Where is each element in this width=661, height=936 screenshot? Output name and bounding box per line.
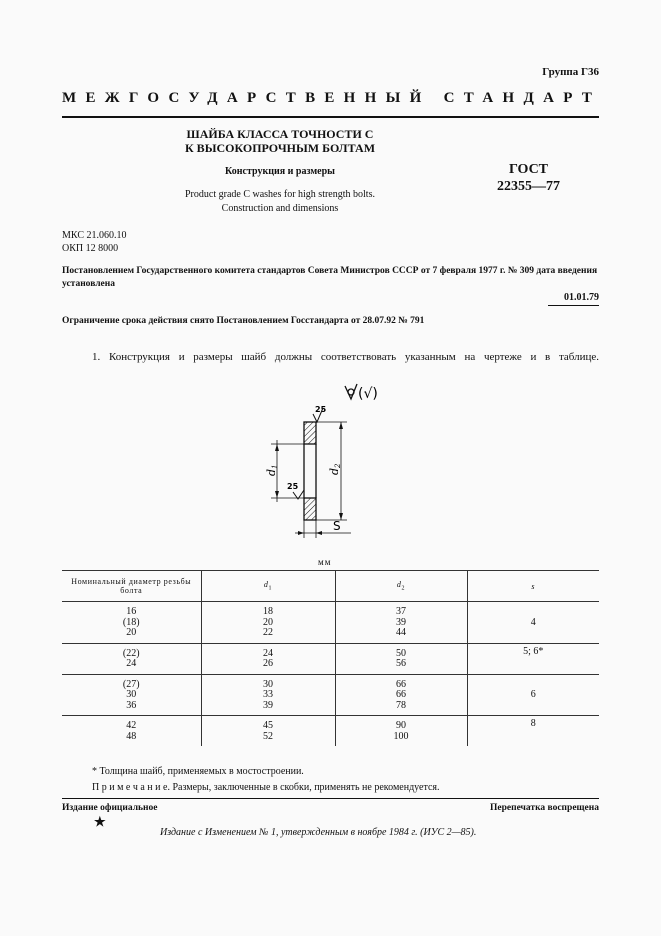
cell-diameter	[62, 716, 201, 747]
s-dimension	[295, 519, 351, 538]
value: 45	[263, 720, 273, 731]
value: 52	[263, 730, 273, 742]
value: 39	[396, 616, 406, 628]
table-row	[62, 643, 599, 674]
roughness-top-value: 25	[315, 405, 327, 414]
value: 66	[396, 689, 406, 700]
official-edition-label: Издание официальное	[62, 803, 158, 813]
title-line-1: ШАЙБА КЛАССА ТОЧНОСТИ С	[186, 127, 374, 141]
value: 56	[396, 658, 406, 669]
gost-number: 22355—77	[497, 179, 560, 194]
cell-d1	[201, 716, 335, 747]
star-icon: ★	[94, 814, 106, 829]
bottom-divider	[62, 798, 599, 799]
cell-d2	[335, 643, 467, 674]
date-underline	[548, 305, 599, 306]
section-top	[304, 422, 316, 444]
cell-d1	[201, 602, 335, 644]
value: 100	[393, 730, 409, 742]
group-code: Группа Г36	[542, 66, 599, 78]
cell-d2	[335, 674, 467, 716]
value: 42	[126, 720, 137, 731]
cell-diameter	[62, 643, 201, 674]
value: 48	[126, 730, 137, 742]
table-units: мм	[318, 557, 332, 567]
introduction-date: 01.01.79	[564, 292, 599, 303]
value: 26	[263, 658, 273, 669]
edition-note: Издание с Изменением № 1, утвержденным в ноябре 1984 г. (ИУС 2—85).	[160, 827, 477, 838]
d2-label: d2	[328, 463, 342, 475]
document-title	[130, 127, 430, 155]
surface-finish-label: (√)	[358, 386, 378, 402]
limitation-text: Ограничение срока действия снято Постановлением Госстандарта от 28.07.92 № 791	[62, 316, 425, 326]
header-d2-sub: 2	[401, 585, 406, 592]
section-bottom	[304, 498, 316, 520]
english-title-line-2: Construction and dimensions	[221, 203, 339, 214]
cell-diameter	[62, 602, 201, 644]
cell-s: 4	[467, 602, 599, 644]
surface-finish-mark	[345, 384, 378, 402]
d1-label: d1	[265, 464, 279, 476]
header-s-letter: s	[531, 581, 536, 591]
table-header-row	[62, 571, 599, 602]
value: 33	[263, 689, 273, 700]
roughness-top	[313, 405, 327, 422]
table-row	[62, 602, 599, 644]
cell-d1	[201, 643, 335, 674]
value: 24	[263, 647, 273, 659]
value: 20	[126, 627, 137, 638]
cell-d1	[201, 674, 335, 716]
value: 36	[126, 699, 137, 711]
title-line-2: К ВЫСОКОПРОЧНЫМ БОЛТАМ	[184, 141, 376, 155]
header-s	[467, 571, 599, 602]
cell-s: 5; 6*	[467, 643, 599, 674]
value: 50	[396, 647, 406, 659]
value: 78	[396, 699, 406, 711]
value: 16	[126, 606, 137, 617]
value: 37	[396, 606, 406, 617]
dimensions-table	[62, 570, 599, 746]
document-subtitle: Конструкция и размеры	[225, 166, 335, 177]
mks-code: МКС 21.060.10	[62, 230, 127, 241]
roughness-inner-value: 25	[287, 482, 299, 491]
header-d2-letter: d	[396, 580, 402, 590]
cell-d2	[335, 602, 467, 644]
english-title-line-1: Product grade C washes for high strength bolts.	[185, 189, 375, 200]
value: 24	[126, 658, 137, 669]
cell-d2	[335, 716, 467, 747]
classification-codes	[62, 229, 126, 255]
value: 18	[263, 606, 273, 617]
decree-text: Постановлением Государственного комитета стандартов Совета Министров СССР от 7 февраля 1977 г. № 309 дата введения установлена	[62, 266, 598, 289]
value: 30	[263, 678, 273, 690]
gost-label: ГОСТ	[508, 162, 549, 177]
english-title	[130, 188, 430, 216]
header-d1	[201, 571, 335, 602]
okp-code: ОКП 12 8000	[62, 243, 119, 254]
d1-dimension	[265, 440, 304, 502]
value: 20	[263, 616, 273, 628]
header-d1-letter: d	[263, 580, 269, 590]
value: 66	[396, 678, 406, 690]
s-label: S	[333, 519, 341, 533]
header-d2	[335, 571, 467, 602]
top-divider	[62, 116, 599, 118]
cell-s: 8	[467, 716, 599, 747]
standard-type-heading: МЕЖГОСУДАРСТВЕННЫЙ СТАНДАРТ	[62, 90, 602, 106]
table-row	[62, 716, 599, 747]
washer-drawing	[255, 378, 405, 548]
value: 30	[126, 689, 137, 700]
value: 39	[263, 699, 273, 711]
reprint-prohibited-label: Перепечатка воспрещена	[489, 803, 599, 813]
table-row	[62, 674, 599, 716]
paragraph-1: 1. Конструкция и размеры шайб должны соответствовать указанным на чертеже и в таблице.	[92, 351, 599, 363]
header-nominal-diameter: Номинальный диаметр резьбы болта	[62, 571, 201, 602]
value: (18)	[122, 616, 140, 628]
value: (22)	[122, 647, 140, 659]
value: 22	[263, 627, 273, 638]
roughness-inner	[287, 482, 304, 499]
cell-diameter	[62, 674, 201, 716]
d2-dimension	[316, 422, 347, 520]
header-d1-sub: 1	[268, 585, 273, 592]
value: 90	[396, 720, 406, 731]
remark-note: П р и м е ч а н и е. Размеры, заключенные в скобки, применять не рекомендуется.	[92, 782, 440, 793]
gost-designation	[497, 161, 560, 195]
washer-section	[304, 422, 316, 520]
value: 44	[396, 627, 406, 638]
footnote: * Толщина шайб, применяемых в мостостроении.	[92, 766, 304, 777]
value: (27)	[122, 678, 140, 690]
cell-s: 6	[467, 674, 599, 716]
